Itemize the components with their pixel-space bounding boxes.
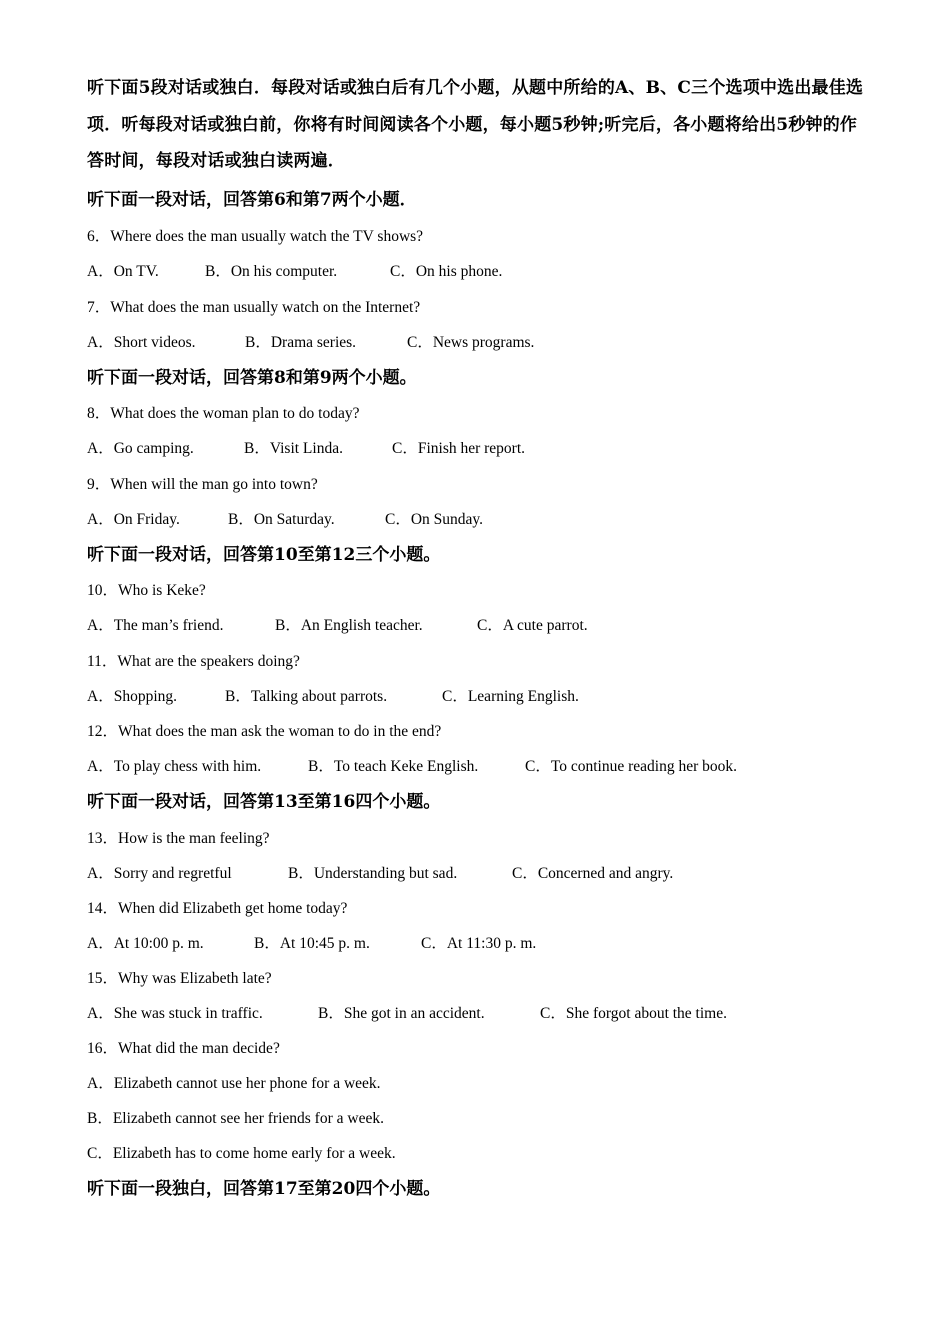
question-text: 7．What does the man usually watch on the Internet?: [87, 299, 421, 316]
option-a: A．The man’s friend.: [87, 617, 224, 634]
question-text: 16．What did the man decide?: [87, 1040, 280, 1057]
question-text: 10．Who is Keke?: [87, 582, 206, 599]
option-a: A．On TV.: [87, 263, 159, 280]
question-text: 8．What does the woman plan to do today?: [87, 405, 360, 422]
question-text: 13．How is the man feeling?: [87, 830, 270, 847]
option-b: B．On Saturday.: [228, 511, 335, 528]
question-text: 14．When did Elizabeth get home today?: [87, 900, 348, 917]
option-b: B．Understanding but sad.: [288, 865, 458, 882]
option-c: C．At 11:30 p. m.: [421, 935, 537, 952]
option-c: C．To continue reading her book.: [525, 758, 737, 775]
option-c: C．News programs.: [407, 334, 535, 351]
option-b: B．Talking about parrots.: [225, 688, 388, 705]
option-c: C．Finish her report.: [392, 440, 526, 457]
option-b: B．Visit Linda.: [244, 440, 343, 457]
question-text: 6．Where does the man usually watch the TV shows?: [87, 228, 424, 245]
option-c: C．A cute parrot.: [477, 617, 588, 634]
option-a: A．On Friday.: [87, 511, 180, 528]
question-text: 12．What does the man ask the woman to do in the end?: [87, 723, 442, 740]
section-heading: 听下面一段对话，回答第8和第9两个小题。: [87, 368, 417, 388]
option-a: A．Shopping.: [87, 688, 177, 705]
question-text: 9．When will the man go into town?: [87, 476, 318, 493]
option-c: C．Elizabeth has to come home early for a week.: [87, 1145, 396, 1162]
option-b: B．She got in an accident.: [318, 1005, 485, 1022]
option-a: A．To play chess with him.: [87, 758, 262, 775]
option-a: A．She was stuck in traffic.: [87, 1005, 263, 1022]
question-text: 11．What are the speakers doing?: [87, 653, 300, 670]
option-b: B．On his computer.: [205, 263, 338, 280]
option-b: B．To teach Keke English.: [308, 758, 479, 775]
option-b: B．An English teacher.: [275, 617, 423, 634]
option-b: B．Elizabeth cannot see her friends for a week.: [87, 1110, 384, 1127]
option-a: A．Elizabeth cannot use her phone for a week.: [87, 1075, 381, 1092]
section-heading: 听下面一段独白，回答第17至第20四个小题。: [87, 1179, 441, 1199]
option-a: A．At 10:00 p. m.: [87, 935, 204, 952]
instructions-paragraph: 听下面5段对话或独白．每段对话或独白后有几个小题，从题中所给的A、B、C三个选项中选出最佳选项．听每段对话或独白前，你将有时间阅读各个小题，每小题5秒钟;听完后，各小题将给出5秒钟的作答时间，每段对话或独白读两遍．: [87, 78, 864, 171]
question-text: 15．Why was Elizabeth late?: [87, 970, 272, 987]
option-b: B．Drama series.: [245, 334, 357, 351]
section-heading: 听下面一段对话，回答第10至第12三个小题。: [87, 545, 441, 565]
option-a: A．Go camping.: [87, 440, 194, 457]
option-c: C．Concerned and angry.: [512, 865, 674, 882]
option-a: A．Short videos.: [87, 334, 196, 351]
option-c: C．On Sunday.: [385, 511, 484, 528]
option-a: A．Sorry and regretful: [87, 865, 232, 882]
option-c: C．Learning English.: [442, 688, 579, 705]
option-c: C．On his phone.: [390, 263, 503, 280]
option-b: B．At 10:45 p. m.: [254, 935, 370, 952]
section-heading: 听下面一段对话，回答第13至第16四个小题。: [87, 792, 441, 812]
section-heading: 听下面一段对话，回答第6和第7两个小题．: [87, 190, 417, 210]
option-c: C．She forgot about the time.: [540, 1005, 727, 1022]
